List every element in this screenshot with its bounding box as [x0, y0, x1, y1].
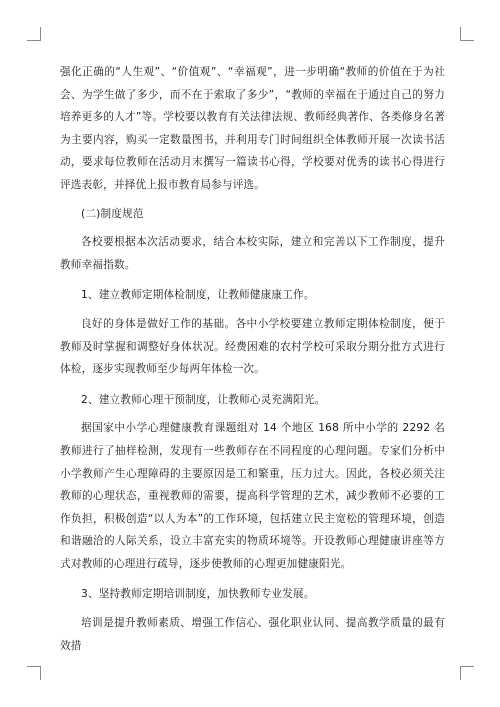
paragraph-system-intro: 各校要根据本次活动要求，结合本校实际，建立和完善以下工作制度，提升教师幸福指数。 — [60, 236, 445, 271]
subheading-health-check: 1、建立教师定期体检制度，让教师健康康工作。 — [81, 289, 315, 302]
corner-mark-bottom-left — [27, 666, 41, 680]
paragraph-training: 培训是提升教师素质、增强工作信心、强化职业认同、提高教学质量的最有效措 — [60, 617, 445, 652]
section-heading-system-norms: (二)制度规范 — [81, 207, 144, 220]
document-body — [60, 61, 445, 657]
corner-mark-top-left — [27, 27, 41, 41]
paragraph-health-check: 良好的身体是做好工作的基础。各中小学校要建立教师定期体检制度，便于教师及时掌握和调整好身体状况。经费困难的农村学校可采取分期分批方式进行体检，逐步实现教师至少每两年体检一次。 — [60, 317, 445, 376]
subheading-psychological-intervention: 2、建立教师心理干预制度，让教师心灵充满阳光。 — [81, 393, 326, 406]
paragraph-reading-activity: 强化正确的“人生观”、“价值观”、“幸福观”，进一步明确“教师的价值在于为社会、为学生做了多少，而不在于索取了多少”，“教师的幸福在于通过自己的努力培养更多的人才”等。学校要以教育有关法律法规、教师经典著作、各类修身名著为主要内容，购买一定数量图书，并利用专门时间组织全体教师开展一次读书活动，要求每位教师在活动月末撰写一篇读书心得，学校要对优秀的读书心得进行评选表彰，并择优上报市教育局参与评选。 — [60, 66, 445, 191]
subheading-regular-training: 3、坚持教师定期培训制度，加快教师专业发展。 — [81, 588, 315, 601]
corner-mark-bottom-right — [460, 666, 474, 680]
paragraph-psychological-intervention: 据国家中小学心理健康教育课题组对 14 个地区 168 所中小学的 2292 名教师进行了抽样检测，发现有一些教师存在不同程度的心理问题。专家们分析中小学教师产生心理障碍的主要原因是工和繁重，压力过大。因此，各校必须关注教师的心理状态，重视教师的需要，提高科学管理的艺术，减少教师不必要的工作负担，积极创造“以人为本”的工作环境，包括建立民主宽松的管理环境，创造和谐融洽的人际关系，设立丰富充实的物质环境等。开设教师心理健康讲座等方式对教师的心理进行疏导，逐步使教师的心理更加健康阳光。 — [60, 422, 445, 570]
corner-mark-top-right — [460, 27, 474, 41]
